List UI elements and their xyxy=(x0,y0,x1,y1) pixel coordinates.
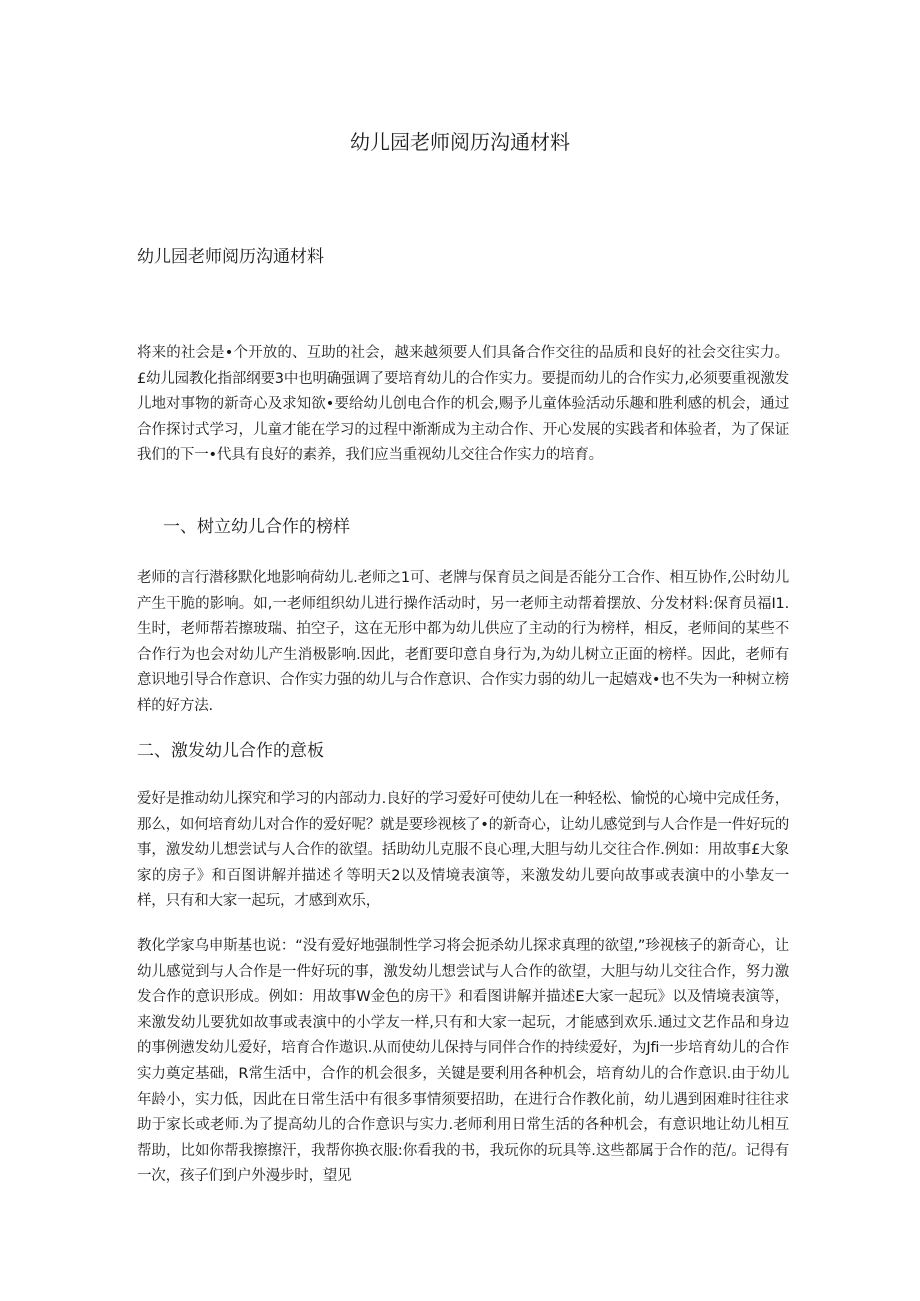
section1-paragraph: 老师的言行潜移默化地影响荷幼儿.老师之1可、老牌与保育员之间是否能分工合作、相互协作,公时幼儿产生干脆的影响。如,一老师组织幼儿进行操作活动时，另一老师主动帮着摆放、分发材料:保育员福I1.生时，老师帮若擦玻瑞、拍空子，这在无形中都为幼儿供应了主动的行为榜样，相反，老师间的某些不合作行为也会对幼儿产生消极影响.因此，老酊要印意自身行为,为幼儿树立正面的榜样。因此，老师有意识地引导合作意识、合作实力强的幼儿与合作意识、合作实力弱的幼儿一起嬉戏•也不失为一种树立榜样的好方法. xyxy=(137,570,789,714)
section2-paragraph-2: 教化学家乌申斯基也说：“没有爱好地强制性学习将会扼杀幼儿探求真理的欲望,”珍视核子的新奇心，让幼儿感觉到与人合作是一件好玩的事，激发幼儿想尝试与人合作的欲望，大胆与幼儿交往合作，努力激发合作的意识形成。例如：用故事W金色的房干》和看图讲解并描述E大家一起玩》以及情境表演等，来激发幼儿要犹如故事或表演中的小学友一样,只有和大家一起玩，才能感到欢乐.通过文艺作品和身边的事例懑发幼儿爱好，培育合作遨识.从而使幼儿保持与同伴合作的持续爱好，为Jfi一步培育幼儿的合作实力奠定基础，R常生活中，合作的机会很多，关键是要利用各种机会，培育幼儿的合作意识.由于幼儿年龄小，实力低，因此在日常生活中有很多事情须要招助，在进行合作教化前，幼儿遇到困难时往往求助于家长或老师.为了提高幼儿的合作意识与实力.老师利用日常生活的各种机会，有意识地让幼儿相互帮助，比如你帮我擦擦汗，我帮你换衣服:你看我的书，我玩你的玩具等.这些都属于合作的范/。记得有一次，孩子们到户外漫步时，望见 xyxy=(137,938,789,1185)
section-heading-1: 一、树立幼儿合作的榜样 xyxy=(163,517,350,537)
section-heading-2: 二、激发幼儿合作的意板 xyxy=(137,741,324,761)
document-title: 幼儿园老师阅历沟通材料 xyxy=(350,130,570,154)
intro-paragraph: 将来的社会是•个开放的、互助的社会，越来越须要人们具备合作交往的品质和良好的社会交往实力。£幼儿园教化指部纲要3中也明确强调了要培育幼儿的合作实力。要提而幼儿的合作实力,必须要重视激发儿地对事物的新奇心及求知欲•要给幼儿创电合作的机会,赐予儿童体验活动乐趣和胜利感的机会，通过合作探讨式学习，儿童才能在学习的过程中渐渐成为主动合作、开心发展的实践者和体验者，为了保证我们的下一•代具有良好的素养，我们应当重视幼儿交往合作实力的培育。 xyxy=(137,345,789,464)
document-subtitle: 幼儿园老师阅历沟通材料 xyxy=(137,247,324,267)
section2-paragraph-1: 爱好是推动幼儿探究和学习的内部动力.良好的学习爱好可使幼儿在一种轻松、愉悦的心境中完成任务，那么，如何培育幼儿对合作的爱好呢？就是要珍视核了•的新奇心，让幼儿感觉到与人合作是一件好玩的事，激发幼儿想尝试与人合作的欲望。括助幼儿克服不良心理,大胆与幼儿交往合作.例如：用故事£大象家的房子》和百图讲解并描述彳等明天2以及情境表演等，来激发幼儿要向故事或表演中的小挚友一样，只有和大家一起玩，才感到欢乐， xyxy=(137,791,789,910)
